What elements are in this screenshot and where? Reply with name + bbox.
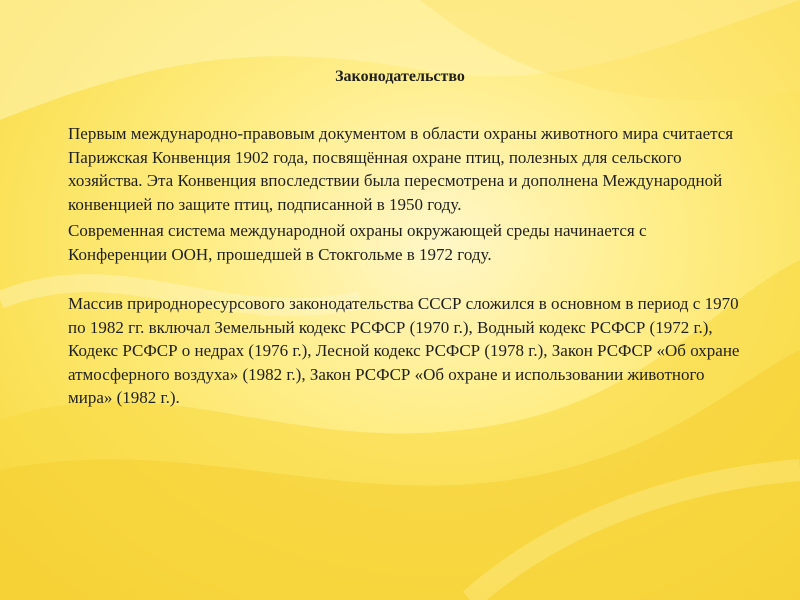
paragraph-stockholm-conference: Современная система международной охраны окружающей среды начинается с Конференции ООН, прошедшей в Стокгольме в 1972 году. (68, 221, 647, 264)
slide-body (68, 122, 748, 410)
slide-title: Законодательство (335, 68, 465, 85)
paragraph-ussr-legislation: Массив природноресурсового законодательства СССР сложился в основном в период с 1970 по 1982 гг. включал Земельный кодекс РСФСР (1970 г.), Водный кодекс РСФСР (1972 г.), Кодекс РСФСР о недрах (1976 г.), Лесной кодекс РСФСР (1978 г.), Закон РСФСР «Об охране атмосферного воздуха» (1982 г.), Закон РСФСР «Об охране и использовании животного мира» (1982 г.). (68, 294, 740, 407)
paragraph-paris-convention: Первым международно-правовым документом в области охраны животного мира считается Парижская Конвенция 1902 года, посвящённая охране птиц, полезных для сельского хозяйства. Эта Конвенция впоследствии была пересмотрена и дополнена Международной конвенцией по защите птиц, подписанной в 1950 году. (68, 124, 734, 214)
